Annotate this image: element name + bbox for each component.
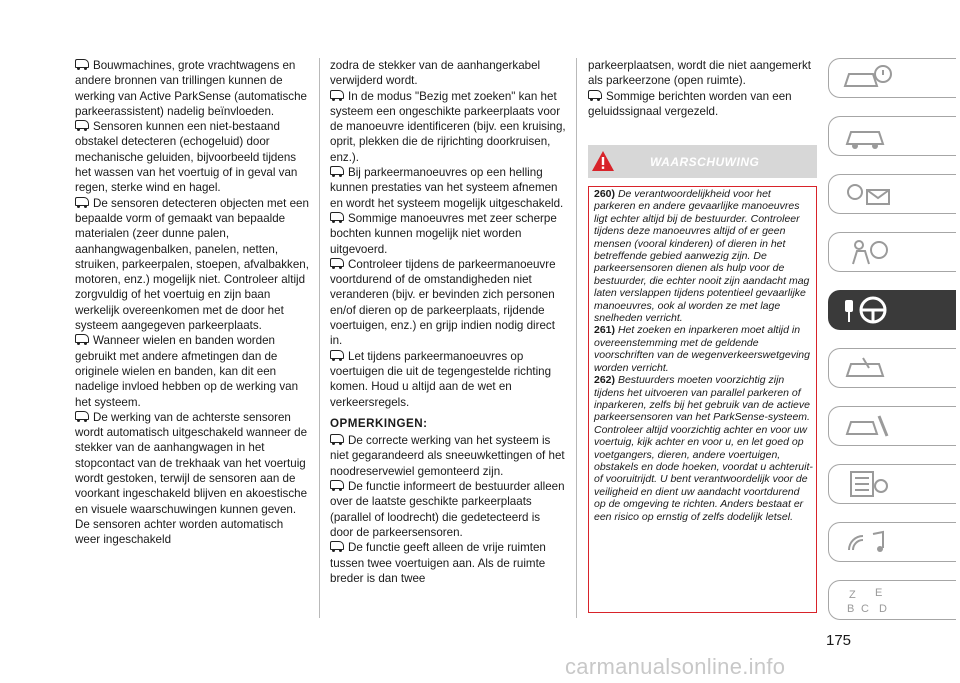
car-bullet-icon: [75, 59, 89, 68]
tab-emergency[interactable]: [828, 348, 956, 388]
car-bullet-icon: [75, 120, 89, 129]
car-bullet-icon: [75, 334, 89, 343]
tab-maintenance[interactable]: [828, 406, 956, 446]
car-bullet-icon: [330, 541, 344, 550]
tab-multimedia[interactable]: [828, 522, 956, 562]
car-bullet-icon: [588, 90, 602, 99]
tab-lights-messages[interactable]: [828, 174, 956, 214]
emergency-car-icon: [839, 352, 899, 384]
watermark: carmanualsonline.info: [565, 654, 786, 679]
tab-car-controls[interactable]: [828, 116, 956, 156]
car-bullet-icon: [75, 197, 89, 206]
text-column-2: [330, 58, 566, 586]
car-bullet-icon: [330, 258, 344, 267]
column-divider-1: [319, 58, 320, 618]
tab-starting-driving[interactable]: [828, 290, 956, 330]
car-controls-icon: [839, 120, 899, 152]
paragraph: De sensoren detecteren objecten met een bepaalde vorm of gemaakt van bepaalde materialen (zeer dunne palen, aanhangwagenbalken, panelen, netten, struiken, parkeerpalen, stoepen, afvalbakken, motoren, enz.) mogelijk niet. Controleer altijd zorgvuldig of het voertuig en zijn baan werkelijk overeenkomen met de door het systeem aangegeven parkeerplaats.: [75, 196, 309, 333]
warning-header: [588, 145, 817, 178]
paragraph: De functie geeft alleen de vrije ruimten tussen twee voertuigen aan. Als de ruimte breder is dan twee: [330, 541, 546, 585]
technical-data-icon: [839, 468, 899, 500]
tab-dashboard[interactable]: [828, 58, 956, 98]
tab-index[interactable]: [828, 580, 956, 620]
svg-text:C: C: [861, 603, 869, 615]
paragraph: Sommige manoeuvres met zeer scherpe bochten kunnen mogelijk niet worden uitgevoerd.: [330, 211, 557, 256]
paragraph: zodra de stekker van de aanhangerkabel verwijderd wordt.: [330, 59, 541, 88]
car-bullet-icon: [330, 480, 344, 489]
paragraph: De werking van de achterste sensoren wordt automatisch uitgeschakeld wanneer de stekker van de aanhangwagen in het stopcontact van de trekhaak van het voertuig wordt gestoken, terwijl de sensoren aan de voorkant ingeschakeld blijven en akoestische en visuele waarschuwingen kunnen geven. De sensoren achter worden automatisch weer ingeschakeld: [75, 410, 308, 547]
warning-triangle-icon: [591, 149, 615, 173]
paragraph: De correcte werking van het systeem is niet gegarandeerd als sneeuwkettingen of het noodreservewiel gemonteerd zijn.: [330, 434, 565, 478]
car-bullet-icon: [330, 166, 344, 175]
warning-box: [588, 186, 817, 613]
paragraph: De functie informeert de bestuurder alleen over de laatste geschikte parkeerplaats (parallel of loodrecht) die gedetecteerd is door de parkeersensoren.: [330, 480, 565, 539]
warning-title: WAARSCHUWING: [650, 155, 760, 169]
svg-text:D: D: [879, 603, 887, 615]
paragraph: Let tijdens parkeermanoeuvres op voertuigen die uit de tegengestelde richting komen. Houd u altijd aan de wet en verkeersregels.: [330, 349, 552, 409]
warning-item: 262) Bestuurders moeten voorzichtig zijn tijdens het uitvoeren van parallel parkeren of inparkeren, zelfs bij het gebruik van de actieve parkeersensoren van het ParkSense-systeem. Controleer altijd voorzichtig achter en voor uw voertuig, kijk achter en voor u, en let goed op voetgangers, dieren, andere voertuigen, obstakels en dode hoeken, voordat u achteruit- of vooruitrijdt. U bent verantwoordelijk voor de veiligheid en dient uw aandacht voortdurend op de omgeving te richten. Anders bestaat er een risico op ernstig of zelfs dodelijk letsel.: [594, 374, 813, 523]
car-bullet-icon: [330, 90, 344, 99]
maintenance-icon: [839, 410, 899, 442]
paragraph: Wanneer wielen en banden worden gebruikt met andere afmetingen dan de originele wielen en banden, kan dit een nadelige invloed hebben op de werking van het systeem.: [75, 334, 299, 409]
paragraph: In de modus "Bezig met zoeken" kan het systeem een ongeschikte parkeerplaats voor de manoeuvre identificeren (bijv. een kruising, oprit, plekken die de rijrichting doorkruisen, enz.).: [330, 89, 566, 164]
warning-item: 261) Het zoeken en inparkeren moet altijd in overeenstemming met de geldende voorschriften van de wegenverkeerswetgeving worden verricht.: [594, 324, 810, 374]
svg-text:E: E: [875, 587, 883, 599]
key-steering-wheel-icon: [839, 294, 899, 326]
car-bullet-icon: [330, 434, 344, 443]
notes-heading: OPMERKINGEN:: [330, 416, 428, 430]
column-divider-2: [576, 58, 577, 618]
dashboard-warning-icon: [839, 62, 899, 94]
paragraph: Sommige berichten worden van een geluidssignaal vergezeld.: [588, 89, 792, 118]
tab-airbag-safety[interactable]: [828, 232, 956, 272]
car-bullet-icon: [330, 350, 344, 359]
alphabetical-index-icon: [839, 584, 899, 616]
svg-text:B: B: [847, 603, 855, 615]
page-number: 175: [826, 632, 852, 649]
paragraph: Controleer tijdens de parkeermanoeuvre voortdurend of de omstandigheden niet veranderen (bijv. er bevinden zich personen en/of dieren op de parkeerplaats, rijdende voertuigen, enz.) en grijp indien nodig direct in.: [330, 257, 556, 348]
paragraph: Bij parkeermanoeuvres op een helling kunnen prestaties van het systeem afnemen en wordt het systeem mogelijk uitgeschakeld.: [330, 166, 564, 210]
car-bullet-icon: [75, 411, 89, 420]
lights-messages-icon: [839, 178, 899, 210]
text-column-3: [588, 58, 818, 119]
svg-text:Z: Z: [849, 589, 856, 601]
paragraph: parkeerplaatsen, wordt die niet aangemerkt als parkeerzone (open ruimte).: [588, 59, 811, 88]
tab-technical-data[interactable]: [828, 464, 956, 504]
text-column-1: [75, 58, 310, 548]
airbag-safety-icon: [839, 236, 899, 268]
car-bullet-icon: [330, 212, 344, 221]
paragraph: Sensoren kunnen een niet-bestaand obstakel detecteren (echogeluid) door mechanische geluiden, bijvoorbeeld tijdens het wassen van het voertuig of in geval van regen, sterke wind en hagel.: [75, 120, 298, 195]
warning-item: 260) De verantwoordelijkheid voor het parkeren en andere gevaarlijke manoeuvres ligt echter altijd bij de bestuurder. Controleer tijdens deze manoeuvres altijd of er geen mensen (vooral kinderen) of dieren in het betreffende gebied aanwezig zijn. De parkeersensoren dienen als hulp voor de bestuurder, die echter nooit zijn aandacht mag laten verslappen tijdens potentieel gevaarlijke manoeuvres, ook al worden ze met lage snelheden verricht.: [594, 188, 810, 325]
paragraph: Bouwmachines, grote vrachtwagens en andere bronnen van trillingen kunnen de werking van Active ParkSense (automatische parkeerassistent) nadelig beïnvloeden.: [75, 59, 307, 118]
multimedia-icon: [839, 526, 899, 558]
